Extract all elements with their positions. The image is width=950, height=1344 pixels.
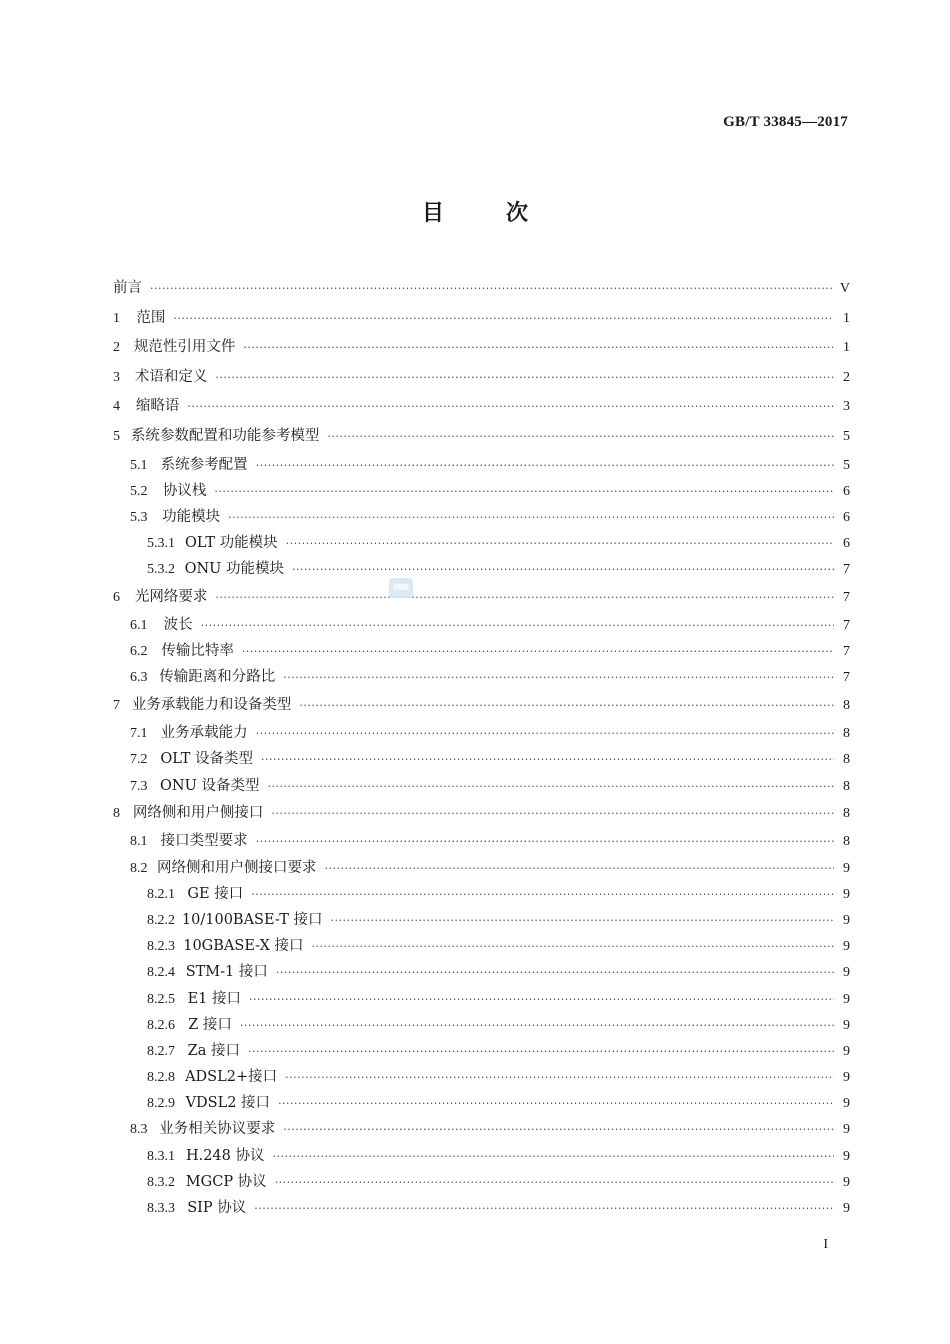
toc-entry[interactable] — [113, 478, 850, 504]
toc-entry-title: H.248 协议 — [185, 1147, 265, 1164]
toc-entry-number: 8.2.5 — [147, 991, 175, 1007]
toc-entry[interactable] — [113, 720, 850, 746]
toc-entry[interactable] — [113, 691, 850, 721]
toc-dot-leader — [271, 799, 834, 829]
toc-entry[interactable] — [113, 504, 850, 530]
toc-entry-page: 8 — [843, 834, 850, 850]
toc-dot-leader — [285, 1065, 834, 1091]
toc-entry[interactable] — [113, 1116, 850, 1142]
toc-entry-number: 7.3 — [130, 778, 148, 794]
toc-entry-title: MGCP 协议 — [185, 1173, 267, 1190]
toc-entry-title: SIP 协议 — [187, 1200, 247, 1217]
toc-entry-page: 9 — [843, 860, 850, 876]
toc-entry-number: 8.3 — [130, 1122, 148, 1138]
toc-entry-page: 9 — [843, 1043, 850, 1059]
toc-dot-leader — [327, 422, 834, 452]
toc-dot-leader — [261, 747, 834, 773]
toc-entry-number: 6 — [113, 589, 120, 605]
toc-entry-page: 9 — [843, 991, 850, 1007]
toc-entry-title: 系统参考配置 — [160, 456, 248, 473]
toc-entry-page: 6 — [843, 536, 850, 552]
toc-entry-number: 8.2.6 — [147, 1017, 175, 1033]
toc-dot-leader — [331, 908, 834, 934]
toc-dot-leader — [276, 960, 834, 986]
toc-entry-page: 7 — [843, 618, 850, 634]
toc-dot-leader — [272, 1144, 834, 1170]
toc-dot-leader — [299, 691, 834, 721]
toc-entry-title: 系统参数配置和功能参考模型 — [130, 427, 320, 444]
toc-entry-number: 8.3.1 — [147, 1148, 175, 1164]
toc-entry-page: 9 — [843, 1096, 850, 1112]
toc-entry-number: 7 — [113, 697, 120, 713]
toc-entry[interactable] — [113, 986, 850, 1012]
toc-entry[interactable] — [113, 746, 850, 772]
toc-entry-title: E1 接口 — [187, 990, 241, 1007]
toc-entry-number: 8.3.2 — [147, 1174, 175, 1190]
toc-entry-number: 5.2 — [130, 483, 148, 499]
toc-entry-title: 术语和定义 — [134, 368, 208, 385]
toc-dot-leader — [256, 721, 834, 747]
toc-entry[interactable] — [113, 773, 850, 799]
toc-entry-number: 8.2.2 — [147, 912, 175, 928]
toc-dot-leader — [248, 1039, 834, 1065]
toc-entry-number: 8.2.7 — [147, 1043, 175, 1059]
toc-entry[interactable] — [113, 828, 850, 854]
toc-entry-title: 协议栈 — [162, 482, 207, 499]
toc-dot-leader — [275, 1170, 834, 1196]
toc-entry-title: 功能模块 — [162, 508, 221, 525]
toc-entry-number: 6.2 — [130, 644, 148, 660]
toc-entry-title: 前言 — [113, 280, 142, 296]
toc-dot-leader — [312, 934, 835, 960]
toc-entry-title: 业务相关协议要求 — [159, 1121, 276, 1138]
toc-entry-title: 传输距离和分路比 — [159, 669, 276, 686]
toc-entry-title: 缩略语 — [135, 398, 180, 415]
toc-entry-number: 8.2 — [130, 860, 148, 876]
toc-entry-number: 5.1 — [130, 457, 148, 473]
standard-number: GB/T 33845—2017 — [723, 114, 848, 130]
toc-dot-leader — [254, 1196, 834, 1222]
table-of-contents — [113, 274, 850, 1221]
toc-entry-page: 9 — [843, 1201, 850, 1217]
toc-dot-leader — [267, 774, 834, 800]
toc-entry-number: 8 — [113, 805, 120, 821]
toc-dot-leader — [283, 665, 834, 691]
toc-dot-leader — [215, 363, 834, 393]
toc-entry-title: 传输比特率 — [161, 643, 234, 660]
toc-entry-title: GE 接口 — [187, 885, 244, 902]
toc-entry-page: 6 — [843, 509, 850, 525]
toc-entry[interactable] — [113, 612, 850, 638]
toc-entry[interactable] — [113, 333, 850, 363]
toc-entry-number: 7.1 — [130, 726, 148, 742]
toc-entry[interactable] — [113, 881, 850, 907]
toc-entry-number: 8.1 — [130, 834, 148, 850]
toc-dot-leader — [240, 1013, 834, 1039]
toc-entry-title: OLT 功能模块 — [185, 535, 278, 552]
toc-entry-title: 接口类型要求 — [160, 833, 248, 850]
toc-entry-title: OLT 设备类型 — [160, 751, 254, 768]
watermark-logo-icon — [389, 578, 413, 598]
toc-dot-leader — [242, 639, 834, 665]
toc-entry-page: 8 — [843, 726, 850, 742]
toc-entry-page: 9 — [843, 1174, 850, 1190]
toc-entry[interactable] — [113, 933, 850, 959]
toc-entry[interactable] — [113, 1090, 850, 1116]
toc-entry-number: 6.3 — [130, 670, 148, 686]
toc-entry-page: 7 — [843, 644, 850, 660]
toc-entry-number: 6.1 — [130, 618, 148, 634]
toc-entry[interactable] — [113, 583, 850, 613]
toc-entry-number: 8.2.4 — [147, 965, 175, 981]
toc-entry-title: 10GBASE-X 接口 — [183, 938, 304, 955]
toc-dot-leader — [256, 829, 834, 855]
toc-entry-number: 4 — [113, 399, 120, 415]
toc-entry-page: 3 — [843, 399, 850, 415]
toc-entry-number: 2 — [113, 340, 120, 356]
toc-entry-number: 5.3.1 — [147, 536, 175, 552]
toc-entry-page: 9 — [843, 1122, 850, 1138]
toc-entry-title: Z 接口 — [188, 1016, 232, 1033]
toc-entry-page: 9 — [843, 939, 850, 955]
toc-entry[interactable] — [113, 907, 850, 933]
toc-entry[interactable] — [113, 1038, 850, 1064]
toc-entry-number: 8.2.1 — [147, 886, 175, 902]
toc-entry-page: 7 — [843, 562, 850, 578]
toc-entry-title: 网络侧和用户侧接口 — [132, 804, 264, 821]
toc-entry-title: STM-1 接口 — [185, 964, 268, 981]
toc-entry[interactable] — [113, 1143, 850, 1169]
toc-entry-title: ONU 功能模块 — [184, 561, 284, 578]
toc-entry-number: 8.3.3 — [147, 1201, 175, 1217]
toc-dot-leader — [292, 557, 834, 583]
toc-entry-page: 5 — [843, 428, 850, 444]
toc-entry-title: 业务承载能力和设备类型 — [131, 696, 292, 713]
toc-entry[interactable] — [113, 304, 850, 334]
toc-dot-leader — [325, 856, 834, 882]
toc-dot-leader — [173, 304, 834, 334]
toc-entry-number: 8.2.3 — [147, 939, 175, 955]
toc-dot-leader — [214, 479, 834, 505]
toc-entry-page: 8 — [843, 778, 850, 794]
toc-entry[interactable] — [113, 855, 850, 881]
toc-entry-title: ADSL2+接口 — [185, 1069, 278, 1086]
toc-entry[interactable] — [113, 959, 850, 985]
toc-entry-page: 9 — [843, 912, 850, 928]
toc-entry-title: ONU 设备类型 — [160, 777, 260, 794]
toc-entry-title: 光网络要求 — [134, 588, 208, 605]
toc-entry-title: VDSL2 接口 — [185, 1095, 271, 1112]
toc-entry-number: 3 — [113, 369, 120, 385]
toc-dot-leader — [283, 1117, 834, 1143]
toc-entry-page: 1 — [843, 340, 850, 356]
toc-entry-page: 8 — [843, 697, 850, 713]
toc-entry-page: 2 — [843, 369, 850, 385]
toc-entry-title: Za 接口 — [187, 1042, 240, 1059]
toc-entry[interactable] — [113, 556, 850, 582]
toc-entry[interactable] — [113, 664, 850, 690]
toc-entry-title: 业务承载能力 — [160, 725, 248, 742]
toc-entry-number: 7.2 — [130, 752, 148, 768]
toc-dot-leader — [150, 274, 834, 304]
page-number: I — [823, 1237, 828, 1252]
toc-dot-leader — [251, 882, 834, 908]
toc-entry[interactable] — [113, 799, 850, 829]
toc-entry[interactable] — [113, 363, 850, 393]
toc-entry[interactable] — [113, 1169, 850, 1195]
toc-entry[interactable] — [113, 1064, 850, 1090]
toc-dot-leader — [187, 392, 834, 422]
toc-entry-page: 5 — [843, 457, 850, 473]
toc-entry-title: 范围 — [136, 309, 166, 326]
toc-entry-number: 5.3 — [130, 509, 148, 525]
toc-entry-page: 1 — [843, 310, 850, 326]
toc-entry-page: 6 — [843, 483, 850, 499]
toc-entry-number: 1 — [113, 310, 120, 326]
toc-dot-leader — [243, 333, 834, 363]
toc-entry[interactable] — [113, 392, 850, 422]
toc-dot-leader — [249, 987, 834, 1013]
toc-entry[interactable] — [113, 452, 850, 478]
toc-entry-page: 9 — [843, 1148, 850, 1164]
toc-entry[interactable] — [113, 1195, 850, 1221]
toc-entry-number: 8.2.8 — [147, 1070, 175, 1086]
toc-entry-page: 9 — [843, 1070, 850, 1086]
toc-entry-title: 10/100BASE-T 接口 — [181, 911, 323, 928]
toc-entry-number: 5.3.2 — [147, 562, 175, 578]
toc-dot-leader — [201, 613, 834, 639]
toc-dot-leader — [228, 505, 834, 531]
toc-entry-page: 8 — [843, 752, 850, 768]
toc-entry-page: 8 — [843, 805, 850, 821]
toc-entry-page: 9 — [843, 1017, 850, 1033]
toc-entry[interactable] — [113, 530, 850, 556]
toc-dot-leader — [215, 583, 834, 613]
toc-entry-page: 9 — [843, 886, 850, 902]
toc-entry[interactable] — [113, 274, 850, 304]
toc-entry-number: 5 — [113, 428, 120, 444]
toc-entry-page: 7 — [843, 589, 850, 605]
toc-dot-leader — [286, 531, 834, 557]
toc-entry[interactable] — [113, 422, 850, 452]
toc-entry-title: 规范性引用文件 — [133, 339, 236, 356]
toc-dot-leader — [256, 453, 834, 479]
toc-entry-title: 网络侧和用户侧接口要求 — [157, 859, 317, 876]
toc-entry-page: 7 — [843, 670, 850, 686]
toc-entry-title: 波长 — [163, 617, 193, 634]
toc-dot-leader — [278, 1091, 834, 1117]
toc-entry-page: V — [839, 281, 850, 296]
toc-entry[interactable] — [113, 1012, 850, 1038]
toc-entry-page: 9 — [843, 965, 850, 981]
page-title: 目次 — [421, 201, 590, 226]
toc-entry-number: 8.2.9 — [147, 1096, 175, 1112]
toc-entry[interactable] — [113, 638, 850, 664]
